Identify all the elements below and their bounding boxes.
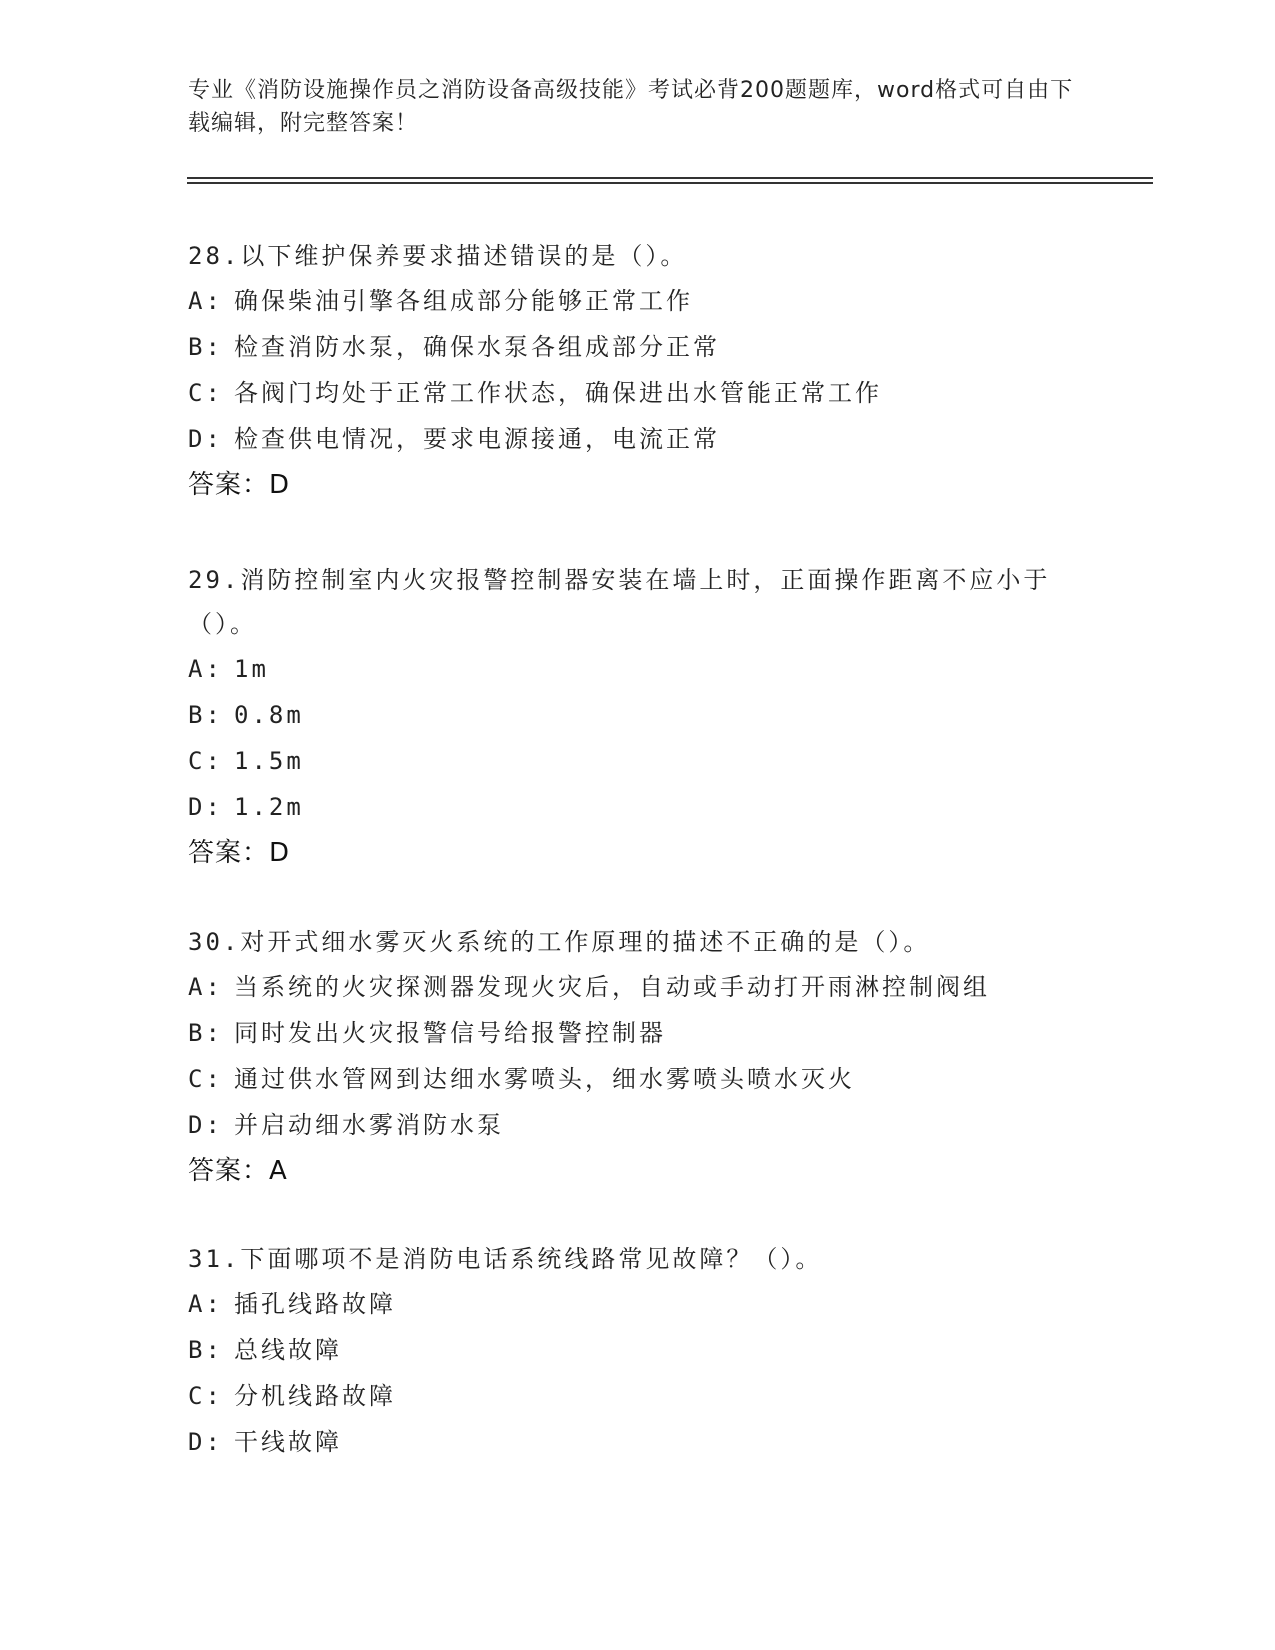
answer-line: 答案：A	[188, 1156, 288, 1186]
option-letter: C:	[188, 1382, 223, 1410]
option-c	[188, 738, 1088, 784]
option-text: 插孔线路故障	[234, 1290, 396, 1318]
option-text: 检查消防水泵，确保水泵各组成部分正常	[234, 333, 720, 361]
option-letter: D:	[188, 425, 223, 453]
option-b	[188, 692, 1088, 738]
option-letter: B:	[188, 1336, 223, 1364]
header-divider-bottom	[187, 182, 1153, 184]
question-stem: 29.消防控制室内火灾报警控制器安装在墙上时，正面操作距离不应小于（）。	[188, 566, 1051, 638]
option-letter: A:	[188, 1290, 223, 1318]
question-29	[188, 558, 1088, 876]
option-text: 各阀门均处于正常工作状态，确保进出水管能正常工作	[234, 379, 882, 407]
option-c	[188, 1373, 1088, 1419]
option-letter: C:	[188, 379, 223, 407]
option-d	[188, 1102, 1088, 1148]
question-31	[188, 1237, 1088, 1465]
option-text: 干线故障	[234, 1428, 342, 1456]
option-b	[188, 1327, 1088, 1373]
question-stem: 30.对开式细水雾灭火系统的工作原理的描述不正确的是（）。	[188, 928, 931, 956]
option-text: 通过供水管网到达细水雾喷头，细水雾喷头喷水灭火	[234, 1065, 855, 1093]
option-c	[188, 370, 1088, 416]
option-d	[188, 784, 1088, 830]
answer-line: 答案：D	[188, 838, 291, 868]
option-b	[188, 1010, 1088, 1056]
option-letter: A:	[188, 655, 223, 683]
option-letter: A:	[188, 973, 223, 1001]
option-b	[188, 324, 1088, 370]
question-30	[188, 920, 1088, 1194]
option-text: 总线故障	[234, 1336, 342, 1364]
option-a	[188, 964, 1088, 1010]
option-c	[188, 1056, 1088, 1102]
option-text: 1.2m	[234, 793, 304, 821]
option-text: 1m	[234, 655, 269, 683]
option-text: 分机线路故障	[234, 1382, 396, 1410]
document-header: 专业《消防设施操作员之消防设备高级技能》考试必背200题题库，word格式可自由下载编辑，附完整答案！	[188, 78, 1074, 136]
option-text: 当系统的火灾探测器发现火灾后，自动或手动打开雨淋控制阀组	[234, 973, 990, 1001]
option-letter: B:	[188, 701, 223, 729]
question-28	[188, 234, 1088, 508]
option-a	[188, 278, 1088, 324]
option-letter: B:	[188, 333, 223, 361]
answer-line: 答案：D	[188, 470, 291, 500]
option-text: 确保柴油引擎各组成部分能够正常工作	[234, 287, 693, 315]
option-d	[188, 416, 1088, 462]
option-text: 并启动细水雾消防水泵	[234, 1111, 504, 1139]
option-letter: D:	[188, 1111, 223, 1139]
option-letter: C:	[188, 747, 223, 775]
option-d	[188, 1419, 1088, 1465]
option-text: 1.5m	[234, 747, 304, 775]
option-letter: D:	[188, 793, 223, 821]
option-a	[188, 1281, 1088, 1327]
option-a	[188, 646, 1088, 692]
option-letter: C:	[188, 1065, 223, 1093]
option-letter: A:	[188, 287, 223, 315]
option-letter: D:	[188, 1428, 223, 1456]
option-letter: B:	[188, 1019, 223, 1047]
option-text: 检查供电情况，要求电源接通，电流正常	[234, 425, 720, 453]
option-text: 同时发出火灾报警信号给报警控制器	[234, 1019, 666, 1047]
question-stem: 31.下面哪项不是消防电话系统线路常见故障？（）。	[188, 1245, 823, 1273]
question-stem: 28.以下维护保养要求描述错误的是（）。	[188, 242, 688, 270]
option-text: 0.8m	[234, 701, 304, 729]
header-divider-top	[187, 177, 1153, 179]
